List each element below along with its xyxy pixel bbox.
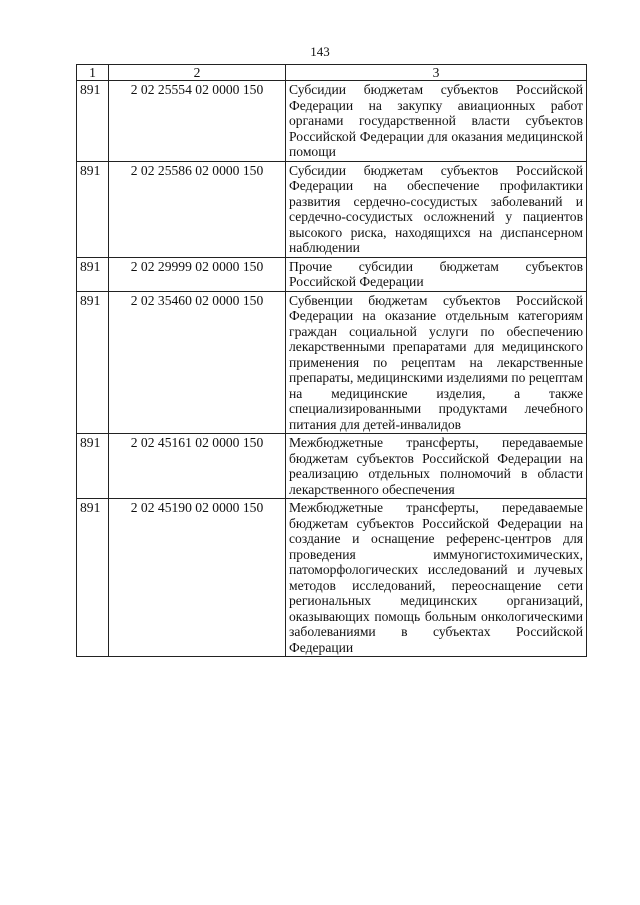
revenue-code-cell: 2 02 45190 02 0000 150 [109, 499, 286, 657]
admin-code-cell: 891 [77, 434, 109, 499]
table-row [77, 257, 587, 291]
revenue-name-cell: Субсидии бюджетам субъектов Российской Федерации на обеспечение профилактики развития сердечно-сосудистых заболеваний и сердечно-сосудистых осложнений у пациентов высокого риска, находящихся на диспансерном наблюдении [286, 161, 587, 257]
revenue-code-cell: 2 02 25586 02 0000 150 [109, 161, 286, 257]
revenue-code-cell: 2 02 25554 02 0000 150 [109, 81, 286, 162]
revenue-name-cell: Межбюджетные трансферты, передаваемые бюджетам субъектов Российской Федерации на реализацию отдельных полномочий в области лекарственного обеспечения [286, 434, 587, 499]
revenue-name-cell: Субвенции бюджетам субъектов Российской Федерации на оказание отдельным категориям граждан социальной услуги по обеспечению лекарственными препаратами для медицинского применения по рецептам на лекарственные препараты, медицинскими изделиями по рецептам на медицинские изделия, а также специализированными продуктами лечебного питания для детей-инвалидов [286, 291, 587, 434]
revenue-code-cell: 2 02 29999 02 0000 150 [109, 257, 286, 291]
header-column-3: 3 [286, 65, 587, 81]
table-row [77, 434, 587, 499]
header-column-2: 2 [109, 65, 286, 81]
admin-code-cell: 891 [77, 499, 109, 657]
page-number: 143 [310, 44, 330, 59]
table-row [77, 161, 587, 257]
admin-code-cell: 891 [77, 81, 109, 162]
revenue-code-cell: 2 02 35460 02 0000 150 [109, 291, 286, 434]
table-row [77, 291, 587, 434]
table-row [77, 499, 587, 657]
table-row [77, 81, 587, 162]
revenue-name-cell: Межбюджетные трансферты, передаваемые бюджетам субъектов Российской Федерации на создание и оснащение референс-центров для проведения иммуногистохимических, патоморфологических исследований и лучевых методов исследований, переоснащение сети региональных медицинских организаций, оказывающих помощь больным онкологическими заболеваниями в субъектах Российской Федерации [286, 499, 587, 657]
revenue-code-cell: 2 02 45161 02 0000 150 [109, 434, 286, 499]
header-column-1: 1 [77, 65, 109, 81]
revenue-name-cell: Субсидии бюджетам субъектов Российской Федерации на закупку авиационных работ органами государственной власти субъектов Российской Федерации для оказания медицинской помощи [286, 81, 587, 162]
admin-code-cell: 891 [77, 291, 109, 434]
revenue-name-cell: Прочие субсидии бюджетам субъектов Российской Федерации [286, 257, 587, 291]
budget-classification-table [76, 64, 587, 657]
table-header-row [77, 65, 587, 81]
admin-code-cell: 891 [77, 257, 109, 291]
admin-code-cell: 891 [77, 161, 109, 257]
